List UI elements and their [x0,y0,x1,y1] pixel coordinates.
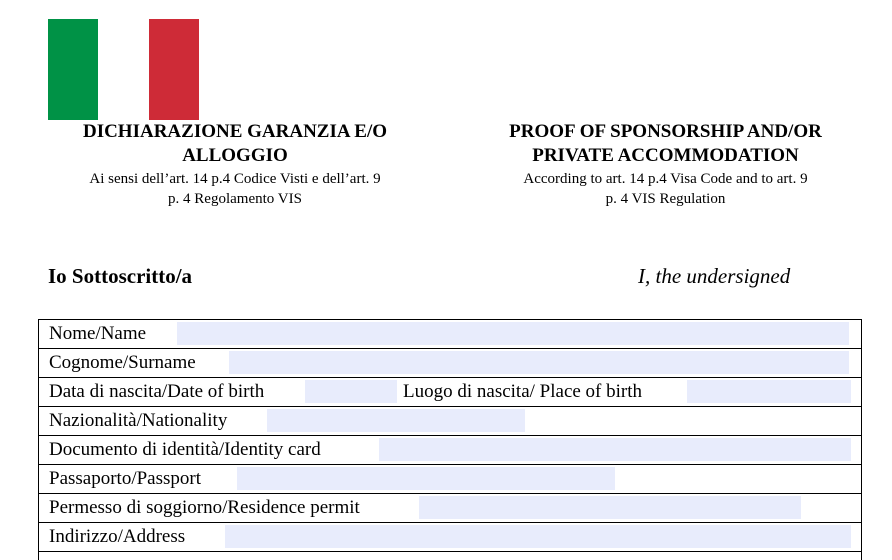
flag-red-band [149,19,199,120]
birth-place-input[interactable] [687,380,851,403]
surname-label: Cognome/Surname [49,352,196,373]
form-row-passport [39,465,861,494]
passport-input[interactable] [237,467,615,490]
italian-flag [48,19,199,120]
form-row-birth [39,378,861,407]
flag-green-band [48,19,98,120]
sponsor-form [38,319,862,560]
identity-card-input[interactable] [379,438,851,461]
passport-label: Passaporto/Passport [49,468,201,489]
english-title-line1: PROOF OF SPONSORSHIP AND/OR [509,121,822,142]
birth-date-input[interactable] [305,380,397,403]
italian-title-line1: DICHIARAZIONE GARANZIA E/O [82,121,388,142]
italian-subtitle-line2: p. 4 Regolamento VIS [168,191,302,207]
undersigned-english: I, the undersigned [638,264,791,288]
form-row-identity-card [39,436,861,465]
identity-card-label: Documento di identità/Identity card [49,439,321,460]
surname-input[interactable] [229,351,849,374]
form-row-name [39,320,861,349]
english-subtitle-line1: According to art. 14 p.4 Visa Code and to art. 9 [523,171,808,187]
form-row-residence-permit [39,494,861,523]
residence-permit-input[interactable] [419,496,801,519]
form-row-surname [39,349,861,378]
form-row-nationality [39,407,861,436]
nationality-input[interactable] [267,409,525,432]
form-row-address [39,523,861,552]
flag-white-band [98,19,149,120]
italian-title-line2: ALLOGGIO [182,145,288,166]
address-label: Indirizzo/Address [49,526,186,547]
name-label: Nome/Name [49,323,147,344]
italian-subtitle-line1: Ai sensi dell’art. 14 p.4 Codice Visti e dell’art. 9 [89,171,381,187]
residence-permit-label: Permesso di soggiorno/Residence permit [49,497,360,518]
italian-header [50,120,420,209]
english-header [478,120,853,209]
english-subtitle-line2: p. 4 VIS Regulation [605,191,726,207]
birth-place-label: Luogo di nascita/ Place of birth [403,381,643,402]
english-title-line2: PRIVATE ACCOMMODATION [532,145,799,166]
nationality-label: Nazionalità/Nationality [49,410,228,431]
birth-date-label: Data di nascita/Date of birth [49,381,265,402]
undersigned-italian: Io Sottoscritto/a [48,264,193,288]
name-input[interactable] [177,322,849,345]
